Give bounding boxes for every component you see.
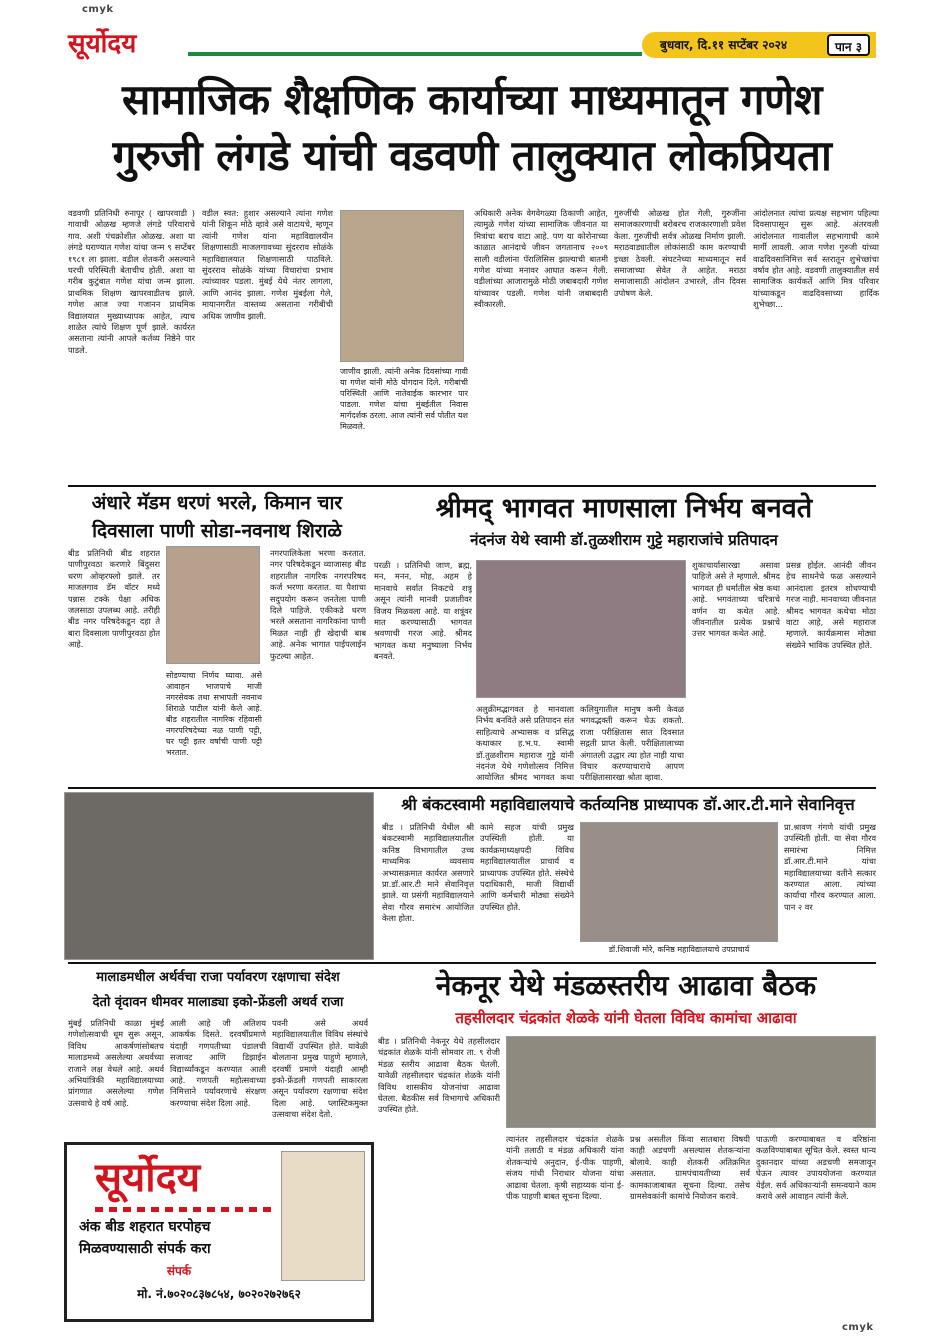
issue-date: बुधवार, दि.११ सप्टेंबर २०२४ [660, 38, 788, 52]
lead-column-5: गुरुजींची ओळख होत गेली, गुरुजींना समाजकारणाची बरोबरच राजकारणाशी प्रवेश केला. गुरुजींची सर्वत्र ओळख निर्माण झाली. मराठवाड्यातील लोकांसाठी काम करण्याची इच्छा ठेवली. संघटनेच्या माध्यमातून सर्व समाजाच्या सेवेत ते आहेत. मराठा समाजासाठी आंदोलन उभारले, तीन दिवस उपोषण केले. [614, 208, 746, 298]
water-column-1: बीड प्रतिनिधी बीड शहरात पाणीपुरवठा करणारे बिंदुसरा धरण ओव्हरफ्लो झाले. तर माजलगाव डॅम वॉटर मध्ये पन्नास टक्के पेक्षा अधिक जलसाठा उपलब्ध आहे. तरीही बीड नगर परिषदेकडून दहा ते बारा दिवसाला पाणीपुरवठा होत आहे. [68, 548, 160, 650]
lead-headline-line-2: गुरुजी लंगडे यांची वडवणी तालुक्यात लोकप्रियता [112, 131, 832, 180]
page-number: पान ३ [827, 34, 870, 56]
advert-line-1: अंक बीड शहरात घरपोहच [79, 1219, 211, 1235]
date-band [642, 32, 876, 58]
bhagwat-column-5: प्रसन्न होईल. आनंदी जीवन हेच साधनेचे फळ असल्याने आनंदाला इतरत्र शोधण्याची गरज नाही. मानवाच्या जीवनात श्रीमद भागवत कथेचा मोठा वाटा आहे, असे महाराज म्हणाले. कार्यक्रमास मोठ्या संख्येने भाविक उपस्थित होते. [786, 560, 876, 650]
bhagwat-event-photo [476, 560, 686, 698]
masthead-divider [188, 52, 642, 56]
section-divider-2 [68, 787, 876, 789]
subscription-advert [64, 1142, 374, 1322]
lead-photo-caption: जाणीव झाली. त्यांनी अनेक दिवसांच्या गावी या गणेश यांनी मोठे योगदान दिले. गरीबांची परिस्थिती आणि नातेवाईक कारभार पार पाडला. गणेश यांचा मुंबईतील निवास मार्गदर्शक ठरला. आज त्यांनी सर्व पोतीत यश मिळवले. [340, 367, 468, 431]
principal-felicitation-photo [580, 822, 778, 942]
lead-column-1: वडवणी प्रतिनिधी रुनापूर ( खापरवाडी ) गावाची ओळख म्हणजे लंगडे परिवाराचे गाव. अशी पंचक्रोशीत ओळख. अशा या लंगडे घराण्यात गणेश यांचा जन्म ९ सप्टेंबर १९८१ ला झाला. वडील शेतकरी असल्याने घरची परिस्थिती बेताचीच होती. अशा या गरीब कुटुंबात गणेश यांचा जन्म झाला. प्राथमिक शिक्षण खापरवाडीतच झाले. गणेश आज ज्या गजानन प्राथमिक विद्यालयात मुख्याध्यापक आहेत, त्याच शाळेत त्यांचे शिक्षण पूर्ण झाले. कार्यरत असताना त्यांनी आपले कर्तव्य निष्ठेने पार पाडले. [68, 208, 195, 355]
advert-stripe [95, 1207, 275, 1212]
principal-photo-caption: डॉ.शिवाजी मोरे, कनिष्ठ महाविद्यालयाचे उपप्राचार्य [608, 945, 750, 954]
section-divider [68, 485, 876, 487]
dhimar-column-1: मुंबई प्रतिनिधी काळा मुंबई गणेशोत्सवाची धूम सुरू असून, विविध आकर्षणांसोबतच मालाडमध्ये असलेल्या अथर्वच्या राजाने लक्ष वेधले आहे. अथर्व अभियांत्रिकी महाविद्यालयाच्या प्रांगणात असलेल्या गणेश उत्सवाचे हे वर्ष आहे. [68, 1018, 164, 1108]
dhimar-column-2: आली आहे जी अतिशय आकर्षक दिसते. दरवर्षीप्रमाणे यंदाही गणपतीच्या पंडालची सजावट आणि डिझाईन विद्यार्थ्यांकडून करण्यात आली आहे. गणपती महोत्सवाच्या निमित्ताने पर्यावरणाचे संरक्षण करण्याचा संदेश दिला आहे. [170, 1018, 266, 1108]
meeting-column-4: पाऊणी करण्याबाबत व वरिष्ठांना कळविण्याबाबत सूचित केले. स्वस्त धान्य दुकानदार यांच्या अडचणी समजावून घेऊन त्यावर उपाययोजना करण्यात येईल. सर्व अधिकाऱ्यांनी समन्वयाने काम करावे असे आवाहन त्यांनी केले. [756, 1134, 876, 1202]
water-column-3: नगरपालिकेला भरणा करतात. नगर परिषदेकडून व्याजासह बीड शहरातील नागरिक नगरपरिषद कर्ज भरणा करतात. या पैशाचा सदुपयोग करून जनतेला पाणी दिले पाहिजे. एकीकडे धरण भरले असताना नागरिकांना पाणी मिळत नाही ही खेदाची बाब आहे. अनेक भागात पाईपलाईन फुटल्या आहेत. [270, 548, 366, 661]
principal-headline: श्री बंकटस्वामी महाविद्यालयाचे कर्तव्यनिष्ठ प्राध्यापक डॉ.आर.टी.माने सेवानिवृत्त [401, 795, 855, 814]
bhagwat-column-4: शुकाचार्यासारखा असावा पाहिजे असे ते म्हणाले. श्रीमद भागवत ही धर्मातील श्रेष्ठ कथा आहे. भगवंताच्या चरित्राचे वर्णन या कथेत आहे. जीवनातील प्रत्येक प्रश्नाचे उत्तर भागवत कथेत आहे. [692, 560, 780, 639]
print-mark-bottom: cmyk [842, 1322, 874, 1333]
water-headline-line-1: अंधारे मॅडम धरणं भरले, किमान चार [91, 492, 343, 514]
principal-column-2: कामे सहज यांची प्रमुख उपस्थिती होती. या कार्यक्रमाध्यक्षपदी विविध महाविद्यालयातील प्राचार्य व प्राध्यापक उपस्थित होते. संस्थेचे पदाधिकारी, माजी विद्यार्थी आणि कर्मचारी मोठ्या संख्येने उपस्थित होते. [480, 822, 574, 912]
bhagwat-column-2: अलुक्रीमद्भागवत हे मानवाला निर्भय बनविते असे प्रतिपादन संत साहित्याचे अभ्यासक व प्रसिद्ध कथाकार ह.भ.प. स्वामी डॉ.तुळशीराम महाराज गुट्टे यांनी नंदनंज येथे गणेशोत्सव निमित्त आयोजित श्रीमद भागवत कथा [476, 704, 574, 782]
lead-column-4: अधिकारी अनेक वेगवेगळ्या ठिकाणी आहेत, त्यामुळे गणेश यांच्या सामाजिक जीवनात या मित्रांचा बराच वाटा आहे. पण या कोरोनाच्या काळात आनंदाचे जीवन जगतानाच २००९ साली वडीलांना पॅरालिसिस झाल्याची बातमी गणेश यांच्या मनावर आघात करून गेली. वडीलांच्या आजारामुळे मोठी जबाबदारी गणेश यांच्यावर पडली. गणेश यांनी जबाबदारी स्वीकारली. [474, 208, 608, 310]
advert-line-2: मिळवण्यासाठी संपर्क करा [79, 1241, 211, 1257]
section-divider-3 [68, 962, 876, 964]
dhimar-headline-line-1: मालाडमधील अर्थर्वचा राजा पर्यावरण रक्षणाचा संदेश [96, 970, 340, 985]
principal-column-1: बीड । प्रतिनिधी येथील श्री बंकटस्वामी महाविद्यालयातील कनिष्ठ विभागातील उच्च माध्यमिक व्यवसाय अभ्यासक्रमात कार्यरत असणारे प्रा.डॉ.आर.टी माने सेवानिवृत्त झाले. या प्रसंगी महाविद्यालयाने सेवा गौरव समारंभ आयोजित केला होता. [382, 822, 474, 924]
principal-column-4: प्रा.श्रावण गंगणे यांची प्रमुख उपस्थिती होती. या सेवा गौरव समारंभा निमित्त डॉ.आर.टी.माने यांचा महाविद्यालयाच्या वतीने सत्कार करण्यात आला. त्यांच्या कार्याचा गौरव करण्यात आला. पान २ वर [784, 822, 876, 912]
ganesh-idol-photo [64, 792, 374, 960]
advert-contact-label: संपर्क [166, 1264, 192, 1278]
meeting-group-photo [506, 1036, 876, 1128]
shirale-portrait-photo [166, 546, 260, 664]
newspaper-stack-photo [281, 1151, 365, 1281]
lead-headline-line-1: सामाजिक शैक्षणिक कार्याच्या माध्यमातून गणेश [122, 75, 822, 124]
meeting-column-3: प्रश्न असतील किंवा सातबारा विषयी काही अडचणी असल्यास शेतकऱ्यांना बोलावे. काही शेतकरी अतिक्रमित असतात. ग्रामपंचायतीच्या सर्व कामकाजाबाबत सूचना दिल्या. तसेच ग्रामसेवकांनी कामांचे नियोजन करावे. [630, 1134, 750, 1202]
masthead-logo: सूर्योदय [68, 29, 137, 59]
advert-phones: मो. नं.७०२०८३७८५४, ७०२०२७२७६२ [137, 1287, 301, 1301]
lead-column-6: आंदोलनात त्यांचा प्रत्यक्ष सहभाग पहिल्या दिवसापासून सुरू आहे. अंतरवली आंदोलनात गावातील सहभागाची कामे मार्गी लावली. आज गणेश गुरुजी यांच्या वाढदिवसानिमित्त सर्व स्तरातून शुभेच्छांचा वर्षाव होत आहे. वडवणी तालुक्यातील सर्व सामाजिक कार्यकर्ते आणि मित्र परिवार यांच्याकडून वाढदिवसाच्या हार्दिक शुभेच्छा... [753, 208, 879, 310]
dhimar-column-3: पवनी असे अथर्व महाविद्यालयातील विविध संस्थांचे विद्यार्थी उपस्थित होते. यावेळी बोलताना प्रमुख पाहुणे म्हणाले, दरवर्षी प्रमाणे यंदाही आम्ही इको-फ्रेंडली गणपती साकारला असून पर्यावरण रक्षणाचा संदेश दिला आहे. प्लास्टिकमुक्त उत्सवाचा संदेश देतो. [272, 1018, 368, 1120]
bhagwat-subhead: नंदनंज येथे स्वामी डॉ.तुळशीराम गुट्टे महाराजांचे प्रतिपादन [470, 531, 778, 549]
dhimar-headline-line-2: देतो वृंदावन धीमवर मालाड्या इको-फ्रेंडली अथर्व राजा [92, 995, 344, 1010]
meeting-column-2: त्यानंतर तहसीलदार चंद्रकांत शेळके यांनी तलाठी व मंडळ अधिकारी यांना शेतकऱ्यांचे अनुदान, ई-पीक पाहणी, संजय गांधी निराधार योजना यांचा आढावा घेतला. कृषी सहाय्यक यांना ई-पीक पाहणी बाबत सूचना दिल्या. [506, 1134, 624, 1202]
advert-logo: सूर्योदय [95, 1154, 201, 1201]
meeting-headline: नेकनूर येथे मंडळस्तरीय आढावा बैठक [435, 969, 817, 1002]
portrait-photo [340, 210, 464, 362]
meeting-subhead: तहसीलदार चंद्रकांत शेळके यांनी घेतला विविध कामांचा आढावा [455, 1009, 797, 1027]
bhagwat-column-1: परळी । प्रतिनिधी जाण, ब्रह्म, मन, मनन, मोह, अहम हे मानवाचे सर्वात निकटचे शत्रू असून त्यांनी मानवी प्रजातीवर विजय मिळवला आहे. या शत्रूंवर मात करण्यासाठी भागवत श्रवणाची गरज आहे. श्रीमद भागवत कथा मनुष्याला निर्भय बनवते. [374, 560, 472, 662]
water-photo-caption: सोडण्याचा निर्णय घ्यावा. असे आवाहन भाजपाचे माजी नगरसेवक तथा सभापती नवनाथ शिराळे पाटील यांनी केले आहे. बीड शहरातील नागरिक रहिवासी नगरपरिषदेच्या नळ पाणी पट्टी, घर पट्टी इतर वर्षाची पाणी पट्टी भरतात. [166, 671, 262, 757]
bhagwat-headline: श्रीमद् भागवत माणसाला निर्भय बनवते [435, 493, 813, 524]
print-mark-top: cmyk [82, 4, 114, 15]
lead-column-2: वडील स्वत: हुशार असल्याने त्यांना गणेश यांनी शिकून मोठे व्हावे असे वाटायचे, म्हणून त्यांनी गणेश यांना महाविद्यालयीन शिक्षणासाठी माजलगावच्या सुंदरराव सोळंके महाविद्यालयात शिक्षणासाठी पाठविले. सुंदरराव सोळंके यांच्या विचारांचा प्रभाव त्यांच्यावर पडला. मुंबई येथे नंतर लागला, आणि आनंद झाला. गणेश मुंबईला गेले, मायानगरीत वास्तव्य असताना गरीबीची अधिक जाणीव झाली. [202, 208, 333, 321]
bhagwat-column-3: कलियुगातील मानुष कमी केवळ भगवद्भक्ती करून घेऊ शकतो. राजा परीक्षितास सात दिवसात सद्गती प्राप्त केली. परीक्षितालाच्या अंगातली उद्धार त्या होत नाही याचा विचार करण्याचाराचे आपण परीक्षितासारखा श्रोता व्हावा. [580, 704, 684, 782]
masthead [68, 22, 876, 66]
water-headline-line-2: दिवसाला पाणी सोडा-नवनाथ शिराळे [92, 520, 342, 542]
meeting-column-1: बीड । प्रतिनिधी नेकनूर येथे तहसीलदार चंद्रकांत शेळके यांनी सोमवार ता. ९ रोजी मंडळ स्तरीय आढावा बैठक घेतली. यावेळी तहसीलदार चंद्रकांत शेळके यांनी विविध शासकीय योजनांचा आढावा घेतला. बैठकीस सर्व विभागाचे अधिकारी उपस्थित होते. [378, 1036, 500, 1115]
